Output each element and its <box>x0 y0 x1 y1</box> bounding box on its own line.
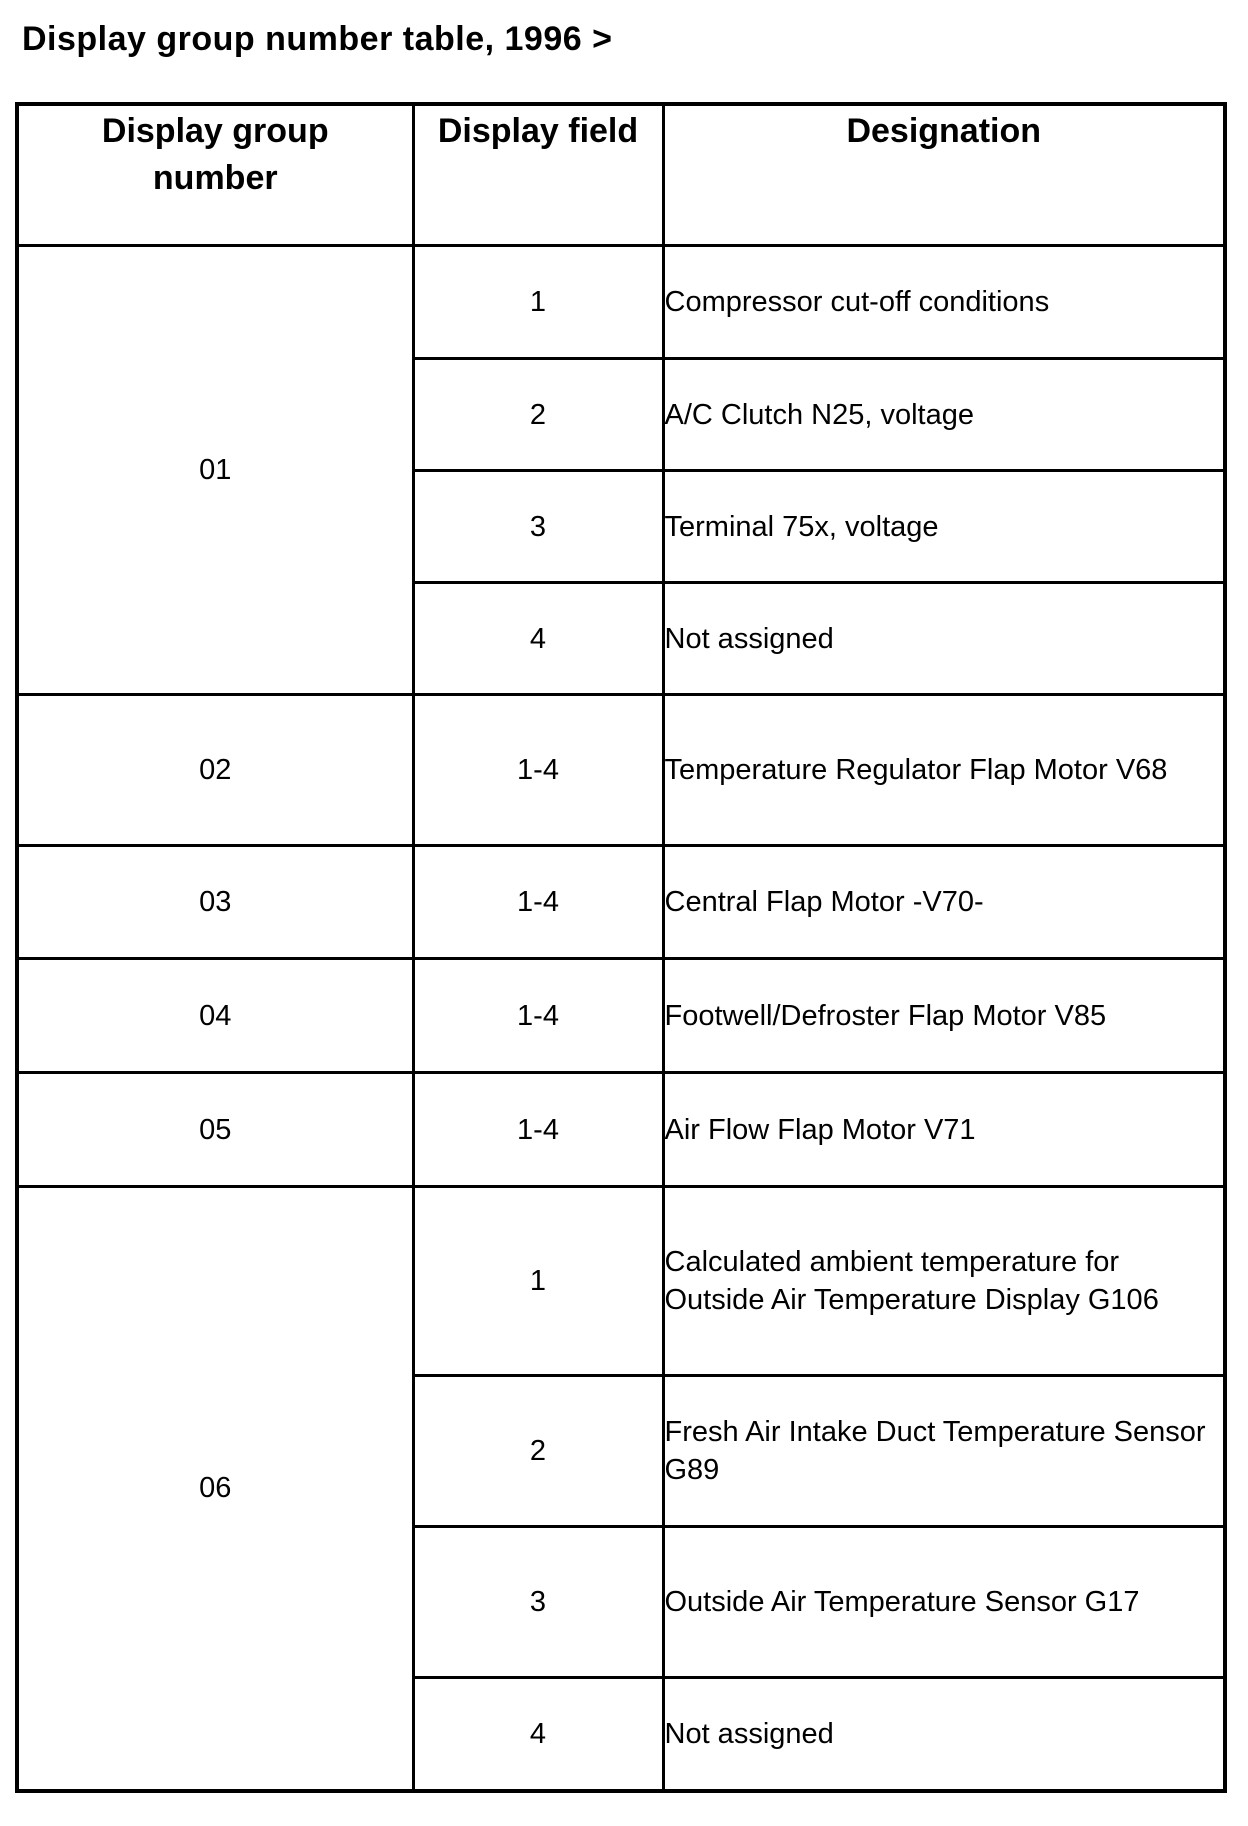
display-field-cell: 1 <box>413 246 663 359</box>
group-number-cell: 04 <box>17 959 413 1073</box>
designation-cell: Compressor cut-off conditions <box>663 246 1225 359</box>
table-row <box>17 1073 1225 1187</box>
table-row <box>17 846 1225 959</box>
header-display-field: Display field <box>413 104 663 246</box>
header-display-group-number: Display group number <box>17 104 413 246</box>
group-number-cell: 03 <box>17 846 413 959</box>
designation-cell: Not assigned <box>663 1678 1225 1791</box>
table-row <box>17 695 1225 846</box>
designation-cell: Central Flap Motor -V70- <box>663 846 1225 959</box>
group-number-cell: 02 <box>17 695 413 846</box>
page-title: Display group number table, 1996 > <box>22 20 613 58</box>
display-field-cell: 3 <box>413 1527 663 1678</box>
display-field-cell: 2 <box>413 359 663 471</box>
designation-cell: Temperature Regulator Flap Motor V68 <box>663 695 1225 846</box>
display-field-cell: 1-4 <box>413 695 663 846</box>
designation-cell: Outside Air Temperature Sensor G17 <box>663 1527 1225 1678</box>
display-field-cell: 3 <box>413 471 663 583</box>
display-field-cell: 1-4 <box>413 846 663 959</box>
designation-cell: Terminal 75x, voltage <box>663 471 1225 583</box>
display-field-cell: 4 <box>413 1678 663 1791</box>
display-field-cell: 1 <box>413 1187 663 1376</box>
display-field-cell: 2 <box>413 1376 663 1527</box>
group-number-cell: 05 <box>17 1073 413 1187</box>
table-row <box>17 959 1225 1073</box>
designation-cell: Footwell/Defroster Flap Motor V85 <box>663 959 1225 1073</box>
table-row <box>17 246 1225 359</box>
header-designation: Designation <box>663 104 1225 246</box>
designation-cell: Not assigned <box>663 583 1225 695</box>
group-number-cell: 01 <box>17 246 413 695</box>
designation-cell: Fresh Air Intake Duct Temperature Sensor G89 <box>663 1376 1225 1527</box>
table-row <box>17 1187 1225 1376</box>
designation-cell: Air Flow Flap Motor V71 <box>663 1073 1225 1187</box>
designation-cell: A/C Clutch N25, voltage <box>663 359 1225 471</box>
header-row <box>17 104 1225 246</box>
display-group-table <box>15 102 1227 1793</box>
display-field-cell: 4 <box>413 583 663 695</box>
display-field-cell: 1-4 <box>413 959 663 1073</box>
group-number-cell: 06 <box>17 1187 413 1791</box>
designation-cell: Calculated ambient temperature for Outside Air Temperature Display G106 <box>663 1187 1225 1376</box>
display-field-cell: 1-4 <box>413 1073 663 1187</box>
